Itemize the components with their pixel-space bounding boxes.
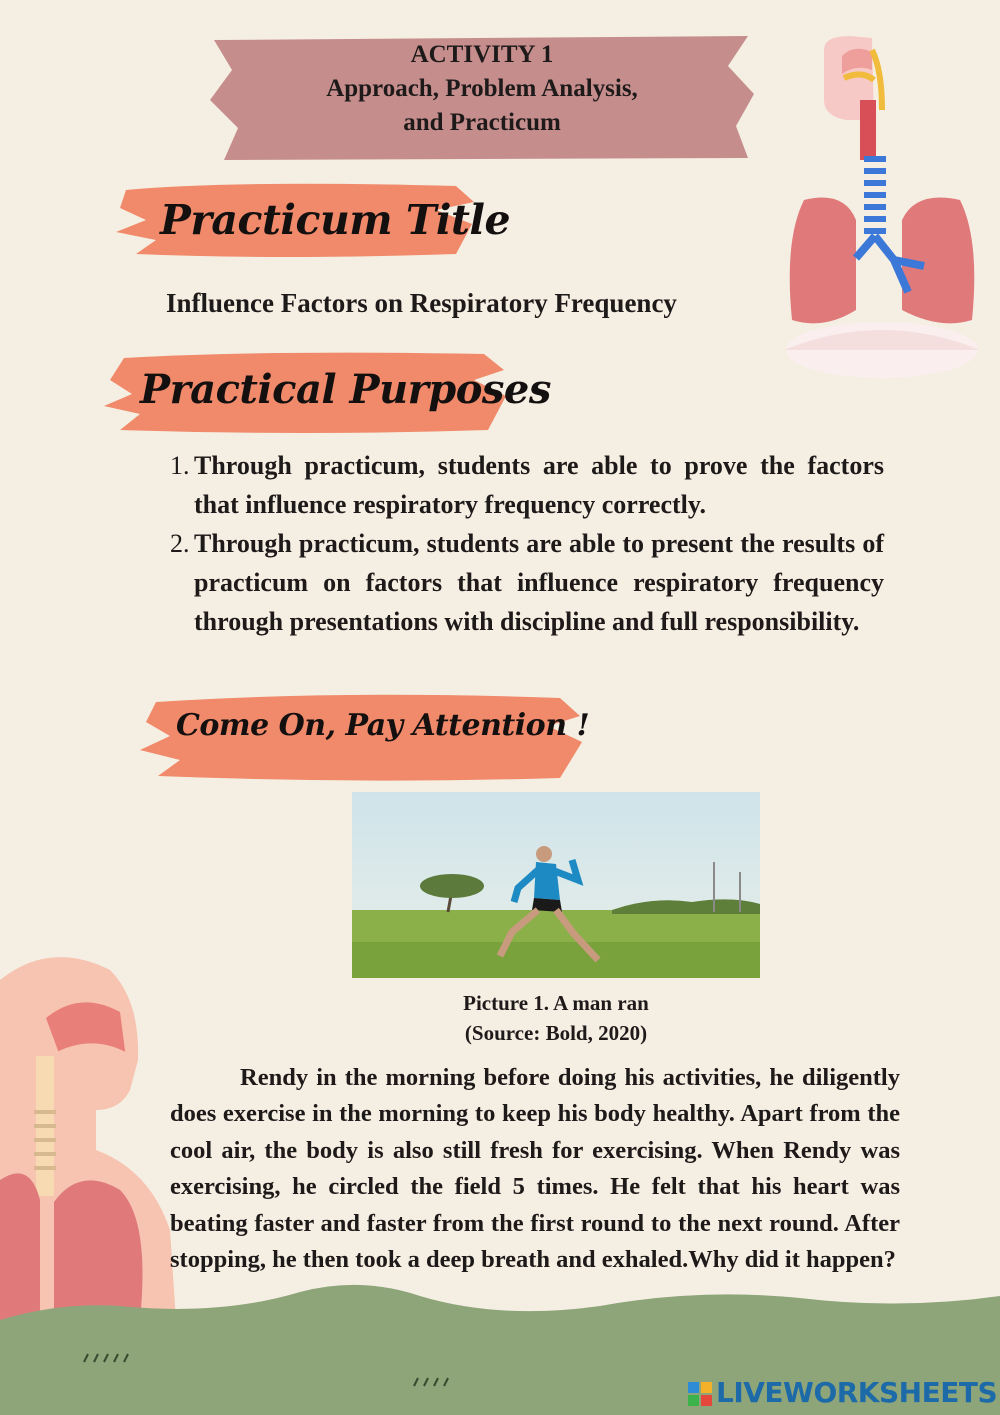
header-line-1: ACTIVITY 1 — [410, 41, 554, 68]
attention-heading: Come On, Pay Attention ! — [176, 708, 590, 743]
caption-line-2: (Source: Bold, 2020) — [464, 1021, 648, 1045]
header-line-3: and Practicum — [403, 109, 561, 136]
practicum-title-text: Influence Factors on Respiratory Frequency — [166, 288, 677, 318]
list-item — [166, 446, 884, 524]
header-title — [208, 38, 756, 140]
story-paragraph: Rendy in the morning before doing his activities, he diligently does exercise in the morning to keep his body healthy. Apart from the cool air, the body is also still fresh for exercising. When Rendy was exercising, he circled the field 5 times. He felt that his heart was beating faster and faster from the first round to the next round. After stopping, he then took a deep breath and exhaled.Why did it happen? — [170, 1064, 900, 1274]
body-silhouette-illustration — [0, 940, 180, 1320]
caption-line-1: Picture 1. A man ran — [463, 991, 649, 1015]
list-item — [166, 524, 884, 641]
list-item-text: Through practicum, students are able to present the results of practicum on factors that influence respiratory frequency through presentations with discipline and full responsibility. — [194, 529, 884, 636]
liveworksheets-badge-icon — [688, 1382, 712, 1406]
liveworksheets-logo — [688, 1376, 997, 1409]
figure-caption — [352, 988, 760, 1048]
header-line-2: Approach, Problem Analysis, — [326, 75, 638, 102]
practicum-title-heading: Practicum Title — [160, 196, 511, 244]
running-man-photo — [352, 792, 760, 978]
list-item-number: 1. — [170, 451, 190, 480]
respiratory-system-illustration — [784, 30, 980, 380]
practical-purposes-heading: Practical Purposes — [140, 366, 551, 413]
list-item-text: Through practicum, students are able to prove the factors that influence respiratory frequency correctly. — [194, 451, 884, 519]
purposes-list — [166, 446, 884, 641]
list-item-number: 2. — [170, 529, 190, 558]
logo-text: LIVEWORKSHEETS — [716, 1376, 998, 1409]
